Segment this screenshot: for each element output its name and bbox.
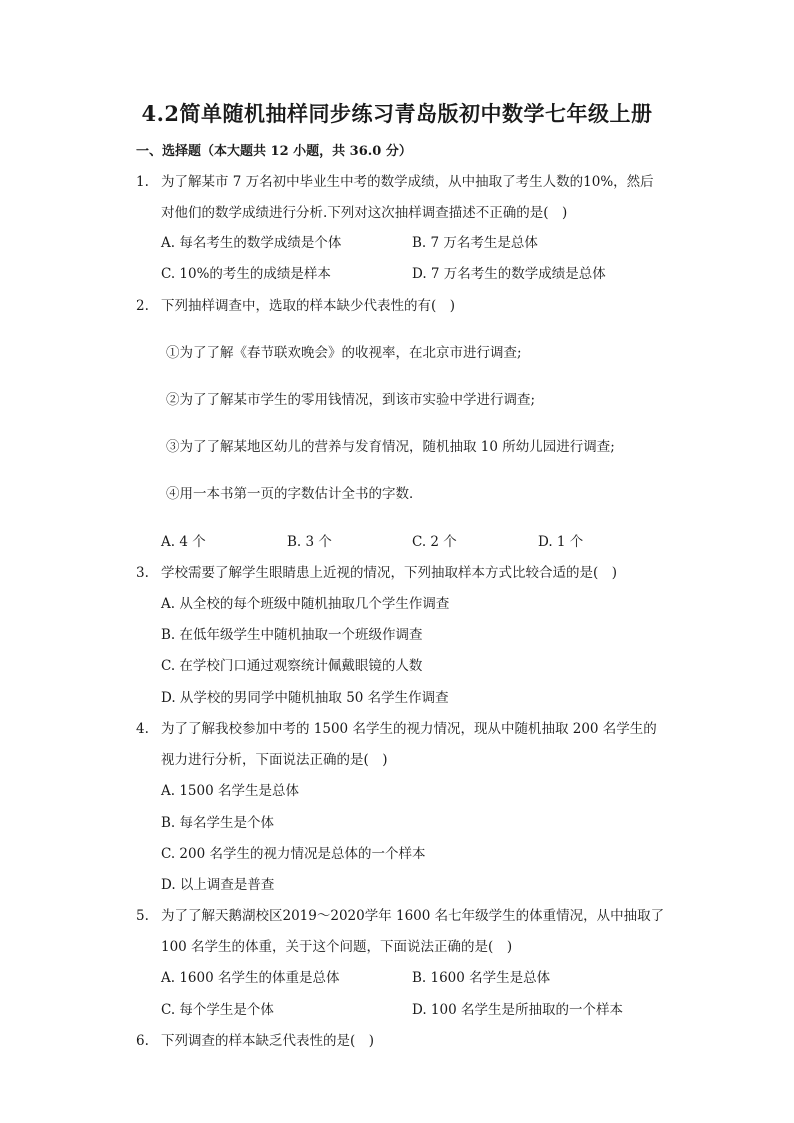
option-a: A. 每名考生的数学成绩是个体 (161, 235, 342, 251)
statement-3: ③为了了解某地区幼儿的营养与发育情况，随机抽取 10 所幼儿园进行调查; (166, 439, 615, 455)
option-b: B. 每名学生是个体 (161, 815, 275, 831)
option-d: D. 从学校的男同学中随机抽取 50 名学生作调查 (161, 690, 449, 706)
question-text: 为了了解天鹅湖校区2019～2020学年 1600 名七年级学生的体重情况，从中抽取了 (161, 908, 665, 924)
question-text: 学校需要了解学生眼睛患上近视的情况，下列抽取样本方式比较合适的是( ) (161, 565, 618, 581)
option-a: A. 1500 名学生是总体 (161, 783, 299, 799)
question-number: 4. (136, 721, 149, 737)
page-title: 4.2简单随机抽样同步练习青岛版初中数学七年级上册 (141, 101, 653, 126)
question-number: 2. (136, 298, 149, 314)
question-text: 下列抽样调查中，选取的样本缺少代表性的有( ) (161, 298, 456, 314)
option-b: B. 7 万名考生是总体 (412, 235, 538, 251)
option-c: C. 200 名学生的视力情况是总体的一个样本 (161, 846, 426, 862)
option-c: C. 每个学生是个体 (161, 1002, 274, 1018)
statement-4: ④用一本书第一页的字数估计全书的字数． (166, 486, 423, 502)
option-b: B. 在低年级学生中随机抽取一个班级作调查 (161, 627, 423, 643)
question-text: 下列调查的样本缺乏代表性的是( ) (161, 1033, 375, 1049)
question-text: 视力进行分析，下面说法正确的是( ) (161, 752, 388, 768)
question-text: 100 名学生的体重，关于这个问题，下面说法正确的是( ) (161, 939, 513, 955)
question-number: 6. (136, 1033, 149, 1049)
option-a: A. 4 个 (161, 534, 206, 550)
statement-1: ①为了了解《春节联欢晚会》的收视率，在北京市进行调查; (166, 345, 522, 361)
section-heading: 一、选择题（本大题共 12 小题，共 36.0 分） (136, 144, 412, 159)
option-a: A. 1600 名学生的体重是总体 (161, 970, 340, 986)
option-a: A. 从全校的每个班级中随机抽取几个学生作调查 (161, 596, 450, 612)
option-d: D. 100 名学生是所抽取的一个样本 (412, 1002, 623, 1018)
question-number: 5. (136, 908, 149, 924)
question-text: 为了了解我校参加中考的 1500 名学生的视力情况，现从中随机抽取 200 名学生的 (161, 721, 657, 737)
option-c: C. 2 个 (412, 534, 457, 550)
option-c: C. 在学校门口通过观察统计佩戴眼镜的人数 (161, 658, 423, 674)
statement-2: ②为了了解某市学生的零用钱情况，到该市实验中学进行调查; (166, 392, 536, 408)
question-number: 1. (136, 174, 149, 190)
question-text: 对他们的数学成绩进行分析.下列对这次抽样调查描述不正确的是( ) (161, 205, 568, 221)
option-b: B. 1600 名学生是总体 (412, 970, 551, 986)
option-d: D. 7 万名考生的数学成绩是总体 (412, 266, 606, 282)
question-text: 为了解某市 7 万名初中毕业生中考的数学成绩，从中抽取了考生人数的10%，然后 (161, 174, 654, 190)
option-b: B. 3 个 (287, 534, 332, 550)
option-d: D. 1 个 (538, 534, 584, 550)
option-d: D. 以上调查是普查 (161, 877, 275, 893)
option-c: C. 10%的考生的成绩是样本 (161, 266, 331, 282)
question-number: 3. (136, 565, 149, 581)
